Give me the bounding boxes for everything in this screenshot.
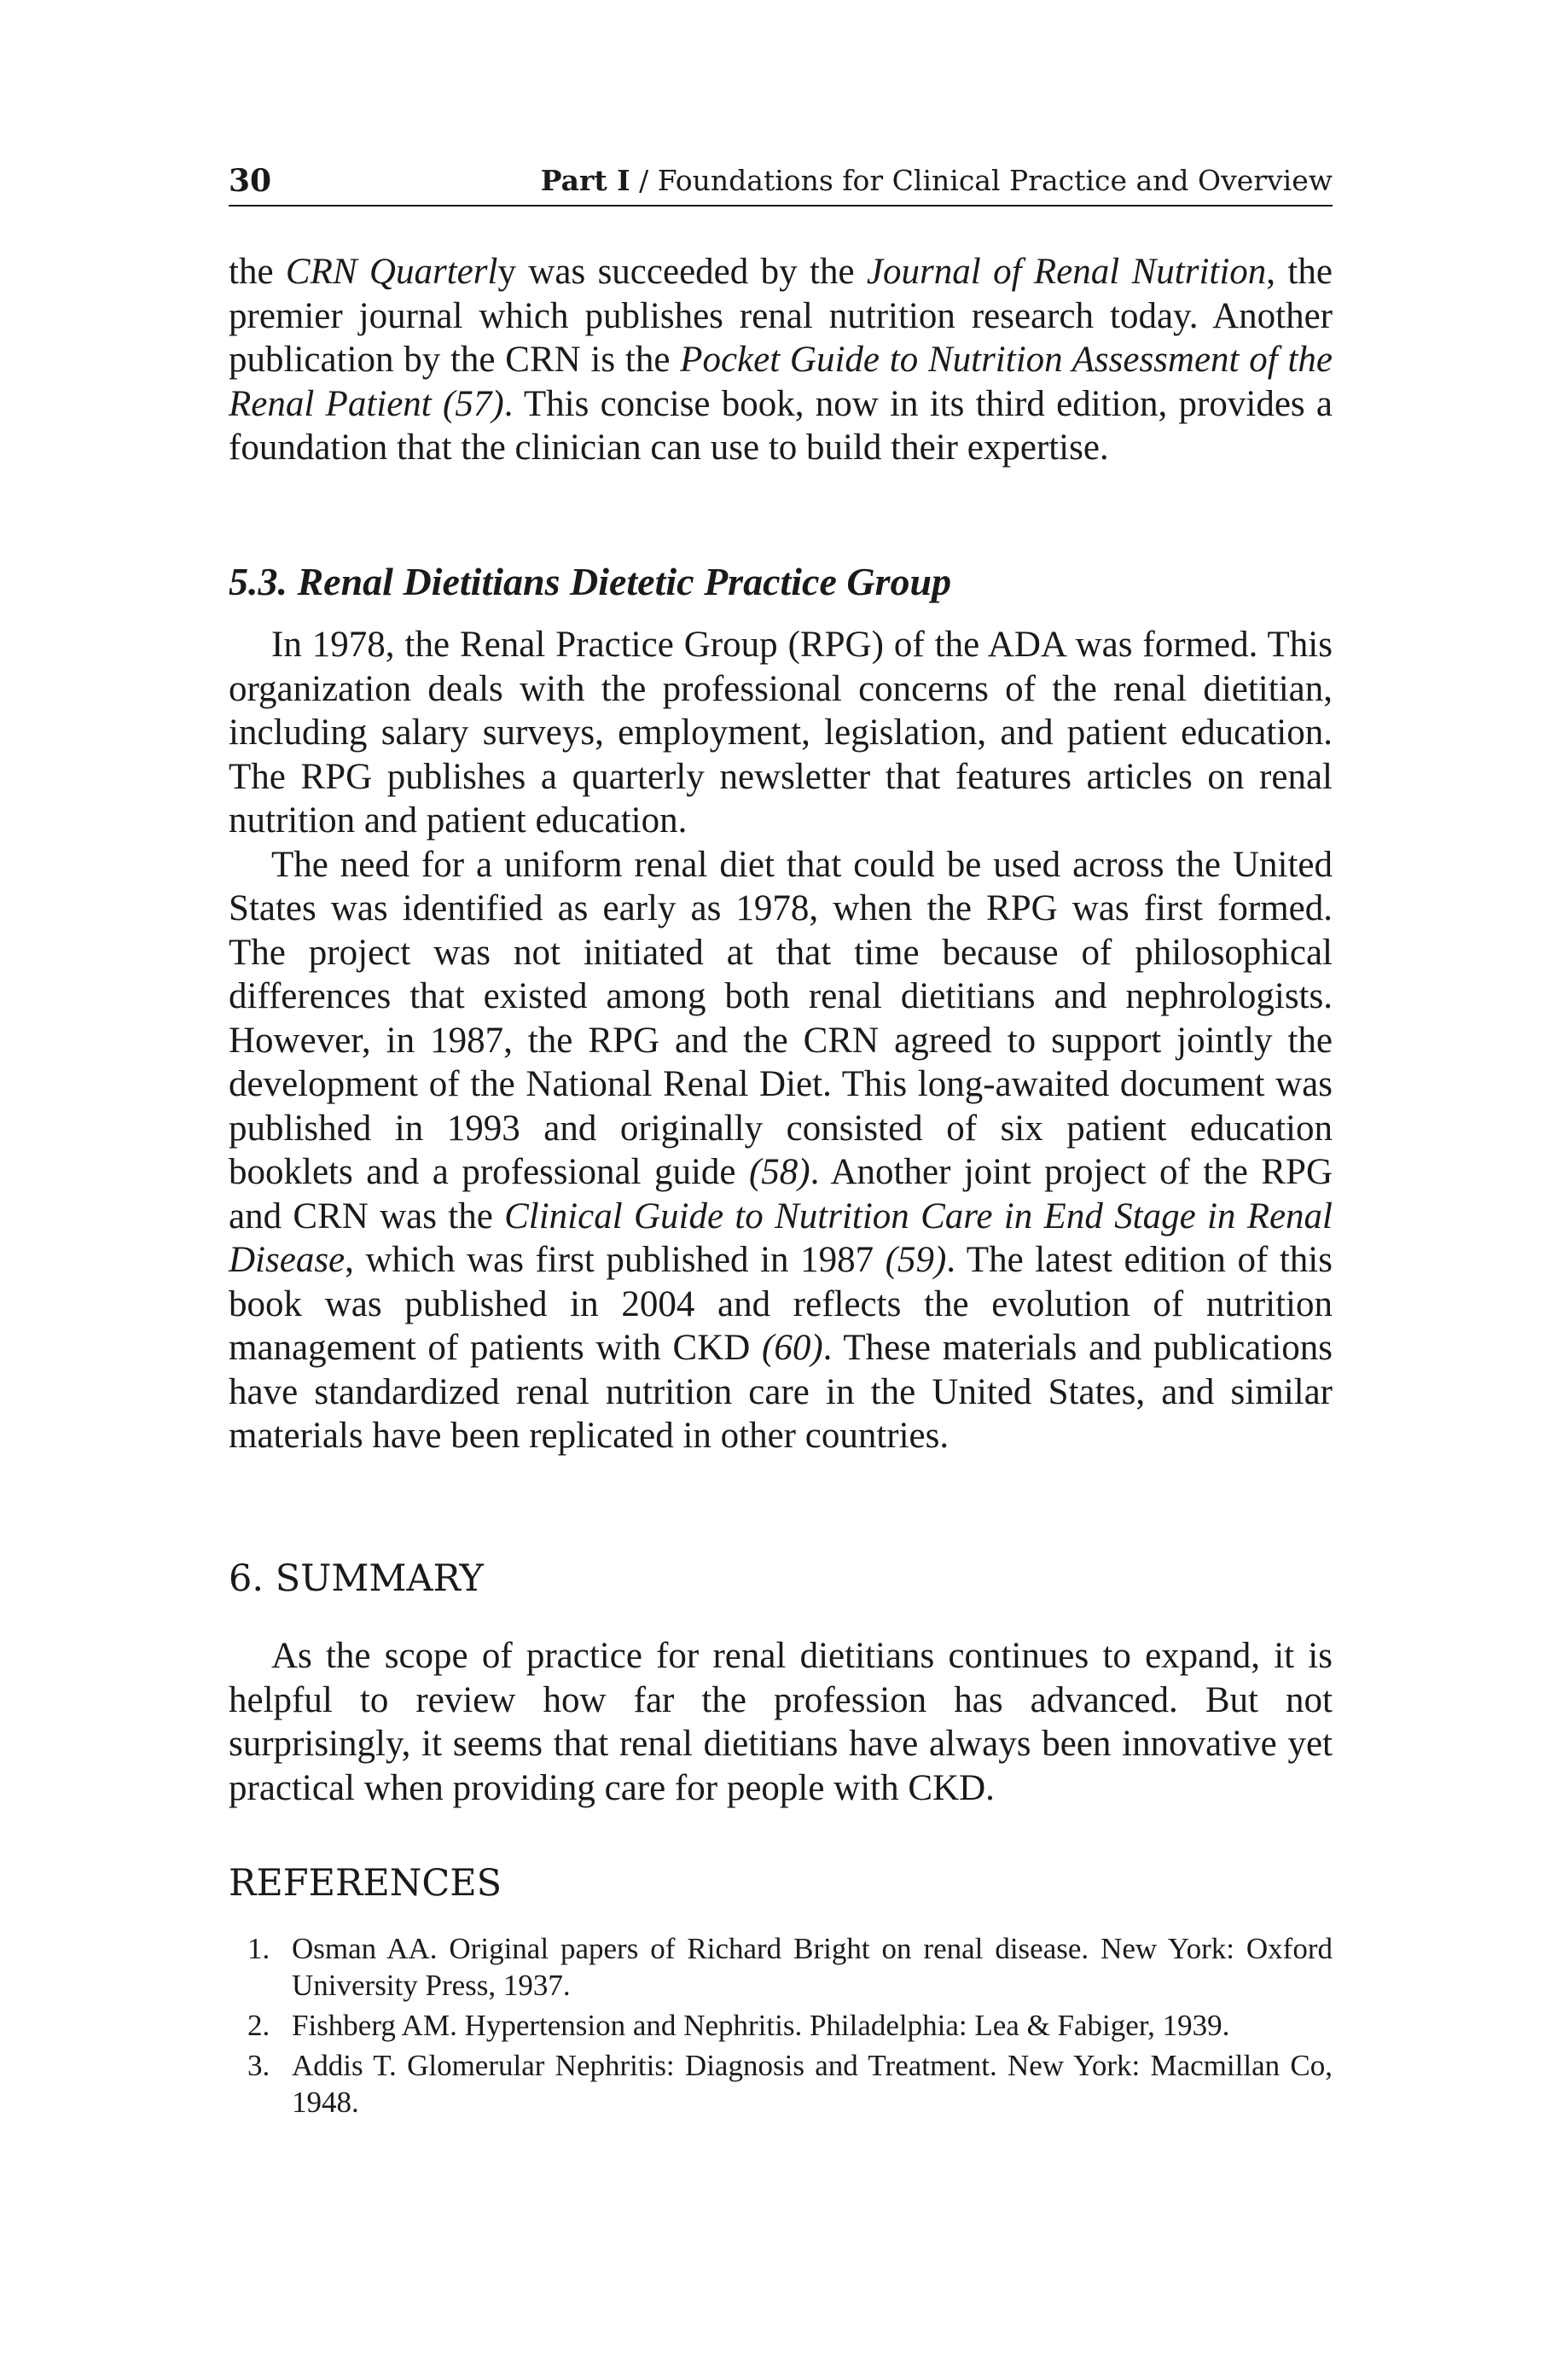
reference-item [229, 2007, 1333, 2044]
journal-title-renal-nutrition: Journal of Renal Nutrition [866, 252, 1267, 292]
reference-number: 3. [247, 2049, 270, 2082]
text-run: , which was first published in 1987 [345, 1240, 886, 1280]
reference-number: 2. [247, 2009, 270, 2042]
reference-item [229, 2047, 1333, 2121]
text-run: . These materials and publications have standardized renal nutrition care in the United States, and similar materials have been replicated in other countries. [229, 1328, 1333, 1456]
text-run: The need for a uniform renal diet that could be used across the United States was identified as early as 1978, when the RPG was first formed. The project was not initiated at that time because of philosophical differences that existed among both renal dietitians and nephrologists. However, in 1987, the RPG and the CRN agreed to support jointly the development of the National Renal Diet. This long-awaited document was published in 1993 and originally consisted of six patient education booklets and a professional guide [229, 844, 1333, 1192]
journal-title-crn-quarterly: CRN Quarterl [285, 252, 498, 292]
text-run: . This concise book, now in its third edition, provides a foundation that the clinician can use to build their expertise. [229, 383, 1333, 468]
text-run: . The latest edition of this book was published in 2004 and reflects the evolution of nutrition management of patients with CKD [229, 1240, 1333, 1368]
citation: (59) [885, 1240, 947, 1280]
reference-list [229, 1930, 1333, 2124]
citation: (60) [762, 1328, 823, 1368]
reference-text: Osman AA. Original papers of Richard Bright on renal disease. New York: Oxford University Press, 1937. [292, 1932, 1333, 2002]
reference-text: Addis T. Glomerular Nephritis: Diagnosis and Treatment. New York: Macmillan Co, 1948. [292, 2049, 1333, 2119]
continued-paragraph [229, 250, 1333, 470]
reference-text: Fishberg AM. Hypertension and Nephritis. Philadelphia: Lea & Fabiger, 1939. [292, 2009, 1230, 2042]
reference-item [229, 1930, 1333, 2004]
title-separator: / [639, 164, 649, 197]
book-title-clinical-guide: Clinical Guide to Nutrition Care in End Stage in Renal Disease [229, 1196, 1333, 1280]
citation: (58) [748, 1152, 810, 1192]
text-run: , the premier journal which publishes renal nutrition research today. Another publication by the CRN is the [229, 252, 1333, 380]
part-label: Part I [540, 164, 630, 197]
running-head [229, 160, 1333, 207]
paragraph-national-renal-diet [229, 843, 1333, 1458]
section-heading-references: REFERENCES [229, 1862, 502, 1905]
page-number: 30 [229, 163, 272, 199]
text-run: y was succeeded by the [497, 252, 867, 292]
part-title: Foundations for Clinical Practice and Overview [657, 164, 1333, 197]
section-5-3-body [229, 623, 1333, 1458]
running-title [541, 160, 1333, 201]
text-run: the [229, 252, 286, 292]
paragraph-summary: As the scope of practice for renal dietitians continues to expand, it is helpful to review how far the profession has advanced. But not surprisingly, it seems that renal dietitians have always been innovative yet practical when providing care for people with CKD. [229, 1636, 1333, 1808]
subsection-heading: 5.3. Renal Dietitians Dietetic Practice Group [229, 560, 952, 603]
text-run: . Another joint project of the RPG and CRN was the [229, 1152, 1333, 1236]
paragraph-rpg-formed: In 1978, the Renal Practice Group (RPG) of the ADA was formed. This organization deals with the professional concerns of the renal dietitian, including salary surveys, employment, legislation, and patient education. The RPG publishes a quarterly newsletter that features articles on renal nutrition and patient education. [229, 625, 1333, 841]
book-title-pocket-guide: Pocket Guide to Nutrition Assessment of the Renal Patient (57) [229, 340, 1333, 424]
summary-body [229, 1634, 1333, 1810]
reference-number: 1. [247, 1932, 270, 1965]
section-heading-summary: 6. SUMMARY [229, 1557, 484, 1600]
